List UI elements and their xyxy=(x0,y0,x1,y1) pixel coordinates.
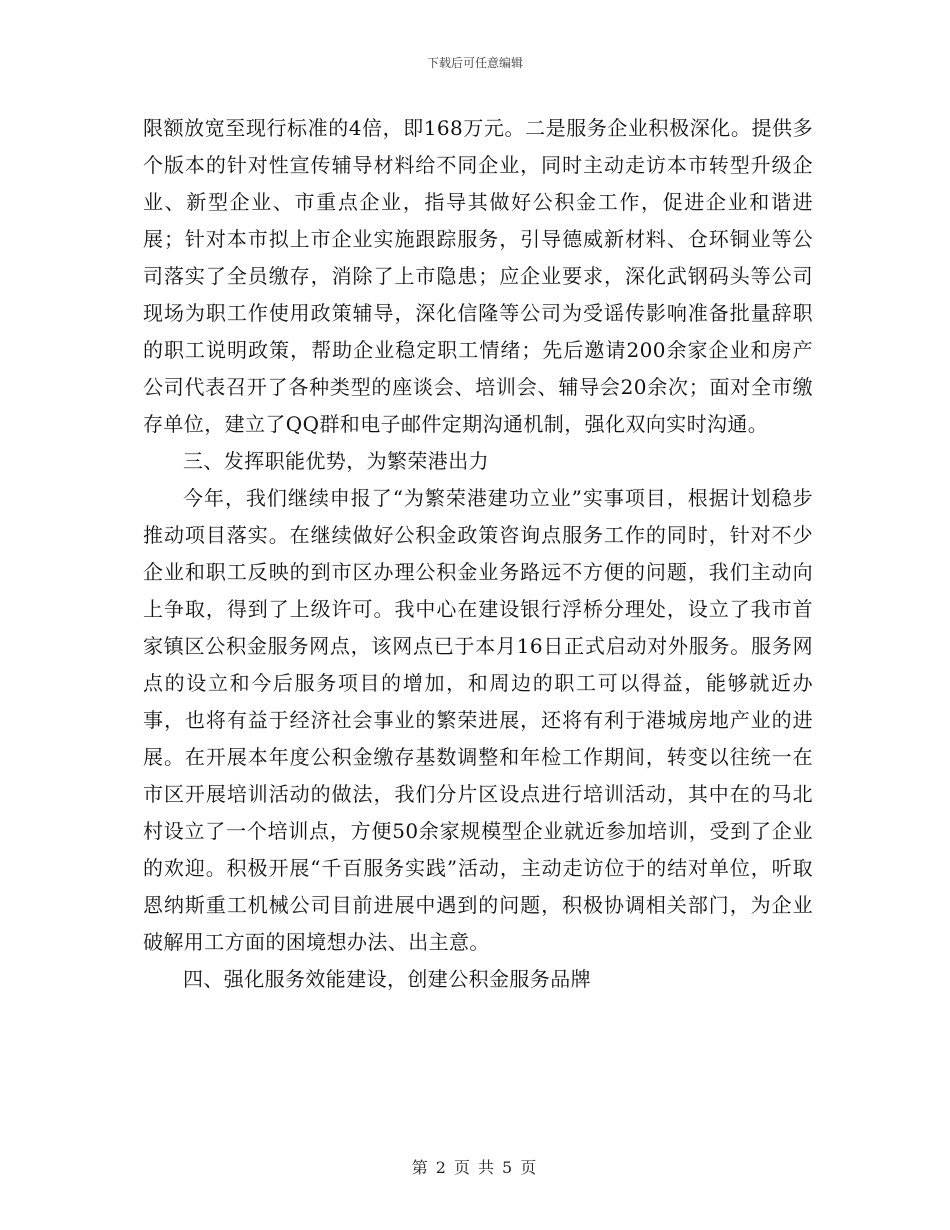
footer-suffix: 页 xyxy=(520,1158,539,1177)
footer-total-word: 共 xyxy=(478,1158,497,1177)
page-header: 下载后可任意编辑 xyxy=(426,56,523,70)
page-footer xyxy=(0,1155,950,1178)
footer-prefix: 第 xyxy=(411,1158,430,1177)
section-heading-3: 三、发挥职能优势，为繁荣港出力 xyxy=(183,449,489,473)
paragraph-section-3: 今年，我们继续申报了“为繁荣港建功立业”实事项目，根据计划稳步推动项目落实。在继续做好公积金政策咨询点服务工作的同时，针对不少企业和职工反映的到市区办理公积金业务路远不方便的问题，我们主动向上争取，得到了上级许可。我中心在建设银行浮桥分理处，设立了我市首家镇区公积金服务网点，该网点已于本月16日正式启动对外服务。服务网点的设立和今后服务项目的增加，和周边的职工可以得益，能够就近办事，也将有益于经济社会事业的繁荣进展，还将有利于港城房地产业的进展。在开展本年度公积金缴存基数调整和年检工作期间，转变以往统一在市区开展培训活动的做法，我们分片区设点进行培训活动，其中在的马北村设立了一个培训点，方便50余家规模型企业就近参加培训，受到了企业的欢迎。积极开展“千百服务实践”活动，主动走访位于的结对单位，听取恩纳斯重工机械公司目前进展中遇到的问题，积极协调相关部门，为企业破解用工方面的困境想办法、出主意。 xyxy=(143,486,813,954)
section-heading-4: 四、强化服务效能建设，创建公积金服务品牌 xyxy=(183,967,591,991)
footer-total-pages: 5 xyxy=(502,1158,515,1177)
footer-current-page: 2 xyxy=(435,1158,448,1177)
document-body xyxy=(143,110,813,998)
footer-page-word: 页 xyxy=(453,1158,472,1177)
paragraph-continued: 限额放宽至现行标准的4倍，即168万元。二是服务企业积极深化。提供多个版本的针对性宣传辅导材料给不同企业，同时主动走访本市转型升级企业、新型企业、市重点企业，指导其做好公积金工作，促进企业和谐进展；针对本市拟上市企业实施跟踪服务，引导德威新材料、仓环铜业等公司落实了全员缴存，消除了上市隐患；应企业要求，深化武钢码头等公司现场为职工作使用政策辅导，深化信隆等公司为受谣传影响准备批量辞职的职工说明政策，帮助企业稳定职工情绪；先后邀请200余家企业和房产公司代表召开了各种类型的座谈会、培训会、辅导会20余次；面对全市缴存单位，建立了QQ群和电子邮件定期沟通机制，强化双向实时沟通。 xyxy=(143,116,813,436)
